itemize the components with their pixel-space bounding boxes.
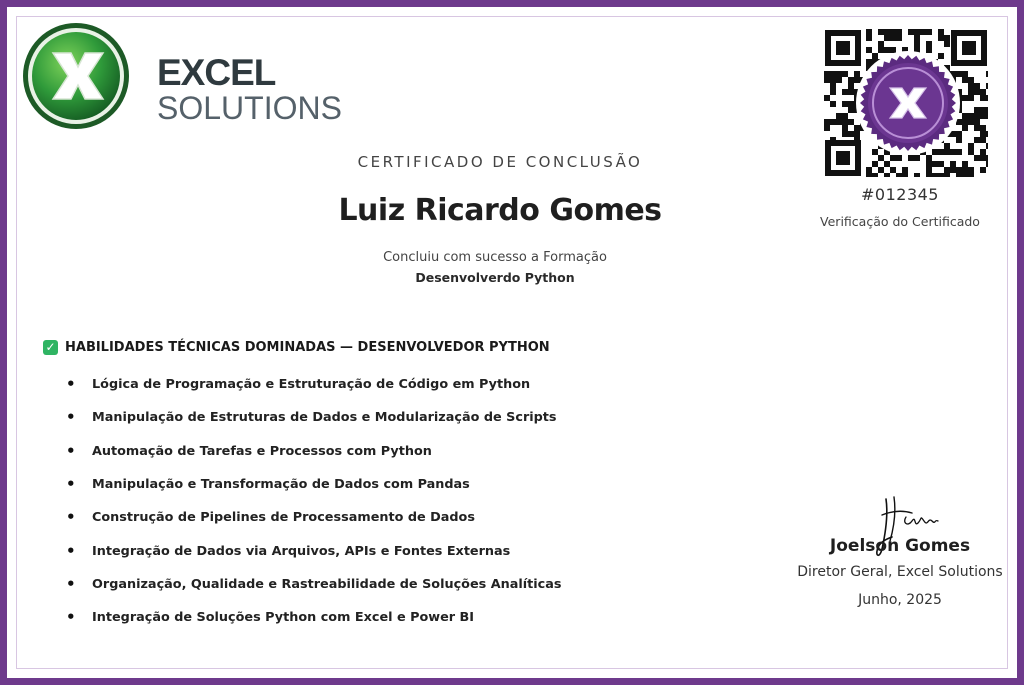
bullet-icon: • <box>66 608 76 627</box>
certificate-id: #012345 <box>861 185 939 204</box>
seal-icon <box>856 51 960 155</box>
brand-name-top: EXCEL <box>157 52 276 93</box>
list-item <box>66 368 626 401</box>
signer-name: Joelson Gomes <box>829 536 971 556</box>
brand-name-bottom: SOLUTIONS <box>157 90 342 126</box>
brand-logo <box>20 22 340 132</box>
verification-caption: Verificação do Certificado <box>820 214 980 229</box>
qr-code-icon[interactable] <box>824 29 988 177</box>
check-icon: ✓ <box>43 340 58 355</box>
skill-label: Manipulação de Estruturas de Dados e Modularização de Scripts <box>92 410 557 426</box>
qr-code-graphic <box>824 29 988 177</box>
skill-label: Construção de Pipelines de Processamento de Dados <box>92 510 475 526</box>
skill-label: Automação de Tarefas e Processos com Python <box>92 443 432 459</box>
certificate-title: CERTIFICADO DE CONCLUSÃO <box>357 153 643 171</box>
list-item <box>66 568 626 601</box>
bullet-icon: • <box>66 508 76 527</box>
list-item <box>66 435 626 468</box>
bullet-icon: • <box>66 475 76 494</box>
signature-date: Junho, 2025 <box>858 592 942 608</box>
list-item <box>66 501 626 534</box>
skills-heading <box>43 337 603 357</box>
list-item <box>66 401 626 434</box>
bullet-icon: • <box>66 441 76 460</box>
list-item <box>66 468 626 501</box>
skill-label: Lógica de Programação e Estruturação de Código em Python <box>92 377 531 393</box>
list-item <box>66 534 626 567</box>
completion-text: Concluiu com sucesso a Formação <box>383 250 607 265</box>
list-item <box>66 601 626 634</box>
bullet-icon: • <box>66 541 76 560</box>
signer-role: Diretor Geral, Excel Solutions <box>797 564 1003 580</box>
skills-list <box>66 368 626 634</box>
skill-label: Integração de Soluções Python com Excel e Power BI <box>92 610 475 626</box>
course-name: Desenvolverdo Python <box>415 270 575 285</box>
skill-label: Integração de Dados via Arquivos, APIs e Fontes Externas <box>92 543 511 559</box>
skill-label: Manipulação e Transformação de Dados com Pandas <box>92 477 470 493</box>
bullet-icon: • <box>66 574 76 593</box>
recipient-name: Luiz Ricardo Gomes <box>338 193 662 228</box>
excel-x-logo-icon <box>20 22 140 132</box>
bullet-icon: • <box>66 408 76 427</box>
skills-title: HABILIDADES TÉCNICAS DOMINADAS — DESENVOLVEDOR PYTHON <box>65 339 550 355</box>
skill-label: Organização, Qualidade e Rastreabilidade de Soluções Analíticas <box>92 576 562 592</box>
bullet-icon: • <box>66 375 76 394</box>
